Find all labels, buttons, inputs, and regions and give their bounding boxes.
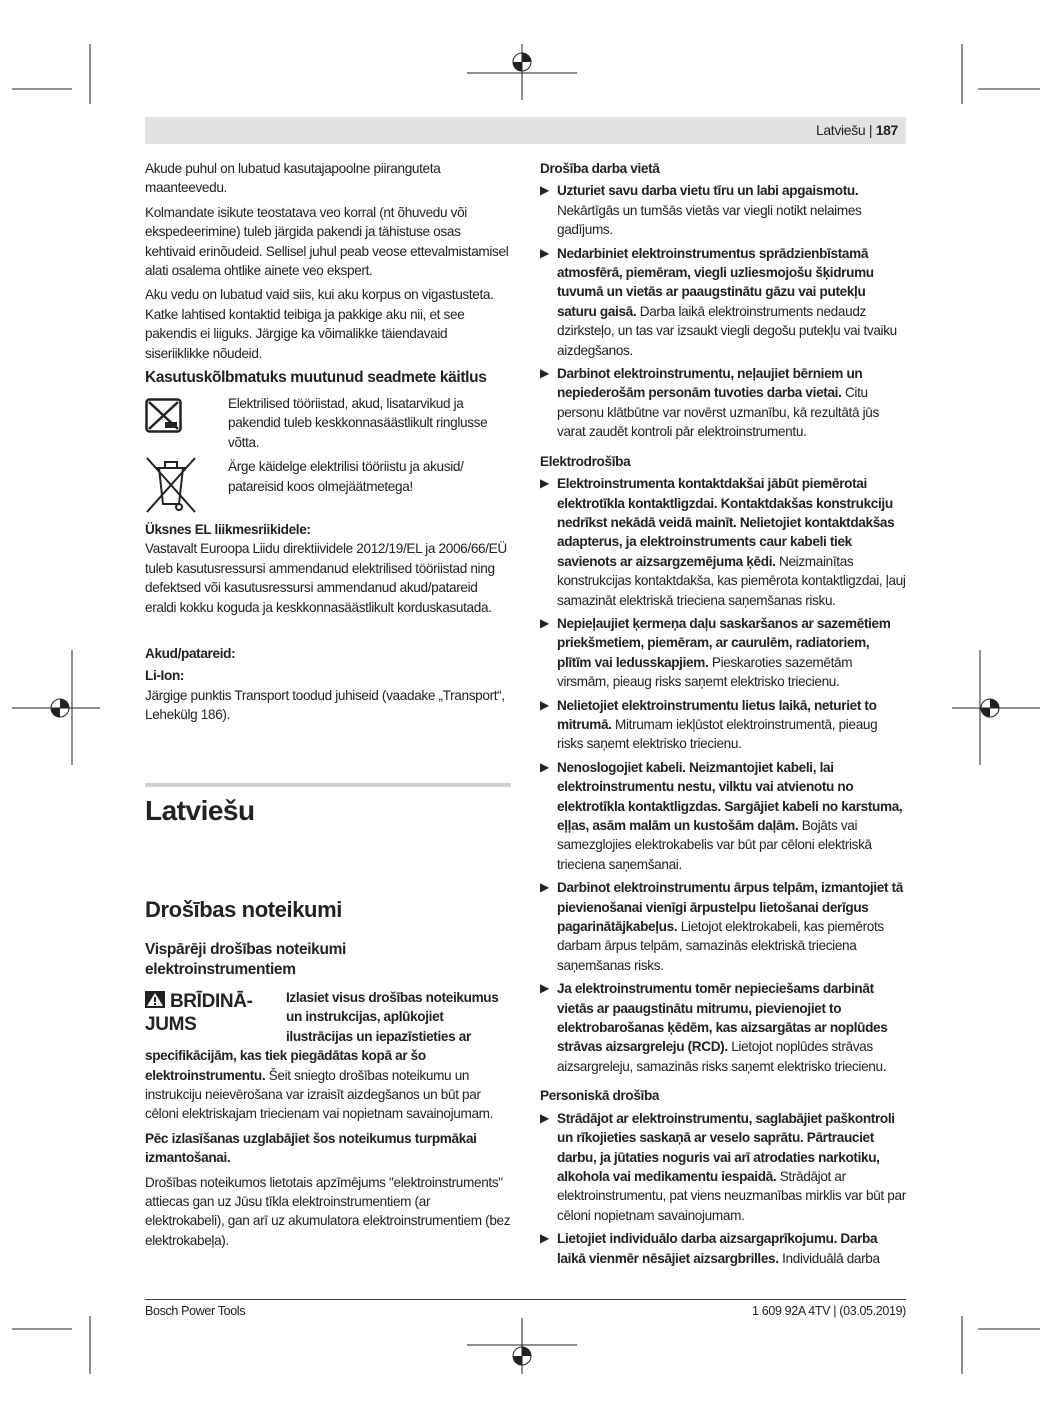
list-item bbox=[540, 878, 906, 975]
item-text: Citu personu klātbūtne var novērst uzmanību, kā rezultātā jūs varat zaudēt kontroli pār elektroinstrumentu. bbox=[557, 385, 879, 440]
disposal-heading: Kasutuskõlbmatuks muutunud seadmete käitlus bbox=[145, 369, 487, 386]
paragraph: Drošības noteikumos lietotais apzīmējums "elektroinstruments" attiecas gan uz Jūsu tīkla elektroinstrumentiem (ar elektrokabeli), gan arī uz akumulatora elektroinstrumentiem (bez elektrokabeļa). bbox=[145, 1174, 511, 1248]
bullet-triangle-icon: ▶ bbox=[540, 615, 549, 630]
header-separator: | bbox=[868, 122, 873, 138]
section-divider bbox=[145, 783, 511, 787]
list-item bbox=[540, 979, 906, 1076]
bullet-triangle-icon: ▶ bbox=[540, 981, 549, 996]
item-bold: Nelietojiet elektroinstrumentu lietus laikā, neturiet to mitrumā. bbox=[557, 697, 877, 732]
item-text: Pieskaroties sazemētām virsmām, pieaug risks saņemt elektrisko triecienu. bbox=[557, 654, 853, 690]
disposal-text bbox=[228, 394, 511, 501]
right-column bbox=[540, 159, 906, 1272]
item-bold: Nepieļaujiet ķermeņa daļu saskaršanos ar sazemētiem priekšmetiem, piemēram, ar caurulēm, radiatoriem, plītīm vai ledusskapjiem. bbox=[557, 615, 891, 670]
item-text: Nekārtīgās un tumšās vietās var viegli notikt nelaimes gadījums. bbox=[557, 202, 862, 238]
bullet-triangle-icon: ▶ bbox=[540, 476, 549, 491]
bullet-triangle-icon: ▶ bbox=[540, 1231, 549, 1246]
list-item bbox=[540, 614, 906, 692]
page-footer bbox=[145, 1299, 906, 1321]
item-bold: Elektroinstrumenta kontaktdakšai jābūt piemērotai elektrotīkla kontaktligzdai. Kontaktdakšas konstrukciju nedrīkst nekādā veidā mainīt. Nelietojiet kontaktdakšas adapterus, ja elektroinstruments caur kabeli tiek savienots ar aizsargzemējuma ķēdi. bbox=[557, 476, 895, 569]
paragraph: Vastavalt Euroopa Liidu direktiividele 2012/19/EL ja 2006/66/EÜ tuleb kasutusressursi ammendanud elektrilised tööriistad ning defektsed või kasutusressursi ammendanud akud/patareid eraldi kokku koguda ja keskkonnasäästlikult korduskasutada. bbox=[145, 541, 507, 615]
crossed-bin-icon bbox=[145, 456, 197, 514]
bullet-triangle-icon: ▶ bbox=[540, 183, 549, 198]
item-bold: Strādājot ar elektroinstrumentu, saglabājiet paškontroli un rīkojieties saskaņā ar veselo saprātu. Pārtrauciet darbu, ja jūtaties noguris vai arī atrodaties narkotiku, alkohola vai medikamentu iespaidā. bbox=[557, 1110, 895, 1184]
bullet-triangle-icon: ▶ bbox=[540, 759, 549, 774]
bullet-triangle-icon: ▶ bbox=[540, 697, 549, 712]
list-item bbox=[540, 474, 906, 610]
battery-recycle-icon bbox=[145, 398, 183, 434]
general-heading: Vispārēji drošības noteikumi elektroinstrumentiem bbox=[145, 941, 346, 978]
running-header bbox=[816, 121, 898, 140]
list-item bbox=[540, 364, 906, 442]
list-item bbox=[540, 181, 906, 239]
list-item bbox=[540, 758, 906, 874]
header-section: Latviešu bbox=[815, 122, 866, 138]
item-bold: Darbinot elektroinstrumentu, neļaujiet bērniem un nepiederošām personām tuvoties darba vietai. bbox=[557, 366, 863, 401]
bullet-triangle-icon: ▶ bbox=[540, 1110, 549, 1125]
battery-heading: Akud/patareid: bbox=[145, 646, 236, 661]
bullet-triangle-icon: ▶ bbox=[540, 880, 549, 895]
warning-text bbox=[145, 988, 511, 1255]
eu-heading: Üksnes EL liikmesriikidele: bbox=[145, 522, 311, 537]
section-electrical bbox=[540, 452, 906, 1077]
list-item bbox=[540, 696, 906, 754]
battery-section bbox=[145, 644, 511, 730]
item-bold: Nedarbiniet elektroinstrumentus sprādzienbīstamā atmosfērā, piemēram, viegli uzliesmojošu šķidrumu tuvumā un vietās ar paaugstinātu gāzu vai putekļu saturu gaisā. bbox=[557, 245, 874, 319]
section-heading: Drošība darba vietā bbox=[540, 161, 660, 176]
item-text: Lietojot noplūdes strāvas aizsargreleju, samazinās risks saņemt elektrisko triecienu. bbox=[557, 1039, 887, 1074]
section-work-area bbox=[540, 159, 906, 442]
item-text: Mitrumam iekļūstot elektroinstrumentā, pieaug risks saņemt elektrisko triecienu. bbox=[557, 716, 878, 752]
item-text: Lietojot elektrokabeli, kas piemērots darbam ārpus telpām, samazinās elektriskā trieciena saņemšanas risks. bbox=[557, 919, 884, 973]
paragraph: Aku vedu on lubatud vaid siis, kui aku korpus on vigastusteta. Katke lahtised kontaktid teibiga ja pakkige aku nii, et see pakendis ei liiguks. Järgige ka võimalikke täiendavaid siseriiklikke nõudeid. bbox=[145, 287, 494, 361]
warning-bold: Izlasiet visus drošības noteikumus un instrukcijas, aplūkojiet ilustrācijas un iepazīstieties ar specifikācijām, kas tiek piegādātas kopā ar šo elektroinstrumentu. bbox=[145, 990, 499, 1083]
footer-brand: Bosch Power Tools bbox=[145, 1304, 246, 1318]
language-title: Latviešu bbox=[145, 795, 255, 826]
footer-doc-id: 1 609 92A 4TV | (03.05.2019) bbox=[752, 1304, 906, 1318]
item-bold: Darbinot elektroinstrumentu ārpus telpām, izmantojiet tā pievienošanai vienīgi ārpustelpu lietošanai derīgus pagarinātājkabeļus. bbox=[557, 880, 903, 935]
paragraph: Elektrilised tööriistad, akud, lisatarvikud ja pakendid tuleb keskkonnasäästlikult ringlusse võtta. bbox=[228, 396, 488, 450]
keep-instructions: Pēc izlasīšanas uzglabājiet šos noteikumus turpmākai izmantošanai. bbox=[145, 1130, 477, 1166]
item-bold: Uzturiet savu darba vietu tīru un labi apgaismotu. bbox=[557, 183, 859, 199]
item-bold: Ja elektroinstrumentu tomēr nepieciešams darbināt vietās ar paaugstinātu mitrumu, pievienojiet to elektrobarošanas ķēdēm, kas aizsargātas ar noplūdes strāvas aizsargreleju (RCD). bbox=[557, 981, 888, 1055]
liion-heading: Li-Ion: bbox=[145, 668, 185, 684]
paragraph: Järgige punktis Transport toodud juhiseid (vaadake „Transport“, Lehekülg 186). bbox=[145, 687, 505, 723]
section-personal bbox=[540, 1086, 906, 1268]
paragraph: Akude puhul on lubatud kasutajapoolne piiranguteta maanteevedu. bbox=[145, 161, 441, 196]
page-number: 187 bbox=[875, 122, 898, 138]
list-item bbox=[540, 1109, 906, 1225]
bullet-triangle-icon: ▶ bbox=[540, 245, 549, 260]
section-heading: Personiskā drošība bbox=[540, 1088, 660, 1104]
item-text: Individuālā darba bbox=[778, 1250, 880, 1266]
eu-section bbox=[145, 520, 511, 622]
item-bold: Lietojiet individuālo darba aizsargaprīkojumu. Darba laikā vienmēr nēsājiet aizsargbrilles. bbox=[557, 1231, 878, 1266]
warning-label-text: BRĪDINĀ-JUMS bbox=[145, 991, 253, 1035]
list-item bbox=[540, 244, 906, 360]
list-item bbox=[540, 1229, 906, 1268]
paragraph: Ärge käidelge elektrilisi tööriistu ja akusid/ patareisid koos olmejäätmetega! bbox=[228, 459, 464, 494]
item-bold: Nenoslogojiet kabeli. Neizmantojiet kabeli, lai elektroinstrumentu nestu, vilktu vai atvienotu no elektrotīkla kontaktligzdas. Sargājiet kabeli no karstuma, eļļas, asām malām un kustošām daļām. bbox=[557, 759, 903, 833]
item-text: Bojāts vai samezglojies elektrokabelis var būt par cēloni elektriskā trieciena saņemšanai. bbox=[557, 818, 872, 872]
bullet-triangle-icon: ▶ bbox=[540, 366, 549, 381]
paragraph: Kolmandate isikute teostatava veo korral (nt õhuvedu või ekspedeerimine) tuleb järgida pakendi ja tähistuse osas kehtivaid erinõudeid. Sellisel juhul peab veose ettevalmistamisel alati osalema ohtlike ainete veo ekspert. bbox=[145, 204, 509, 279]
safety-title: Drošības noteikumi bbox=[145, 897, 342, 922]
warning-body: Šeit sniegto drošības noteikumu un instrukciju neievērošana var izraisīt aizdegšanos un būt par cēloni elektriskajam triecienam vai nopietnam savainojumam. bbox=[145, 1067, 494, 1122]
transport-text bbox=[145, 159, 511, 368]
section-heading: Elektrodrošība bbox=[540, 453, 631, 469]
item-text: Darba laikā elektroinstruments nedaudz dzirksteļo, un tas var izsaukt viegli degošu putekļu vai tvaiku aizdegšanos. bbox=[557, 303, 897, 358]
page-header bbox=[145, 117, 906, 144]
item-text: Strādājot ar elektroinstrumentu, pat viens neuzmanības mirklis var būt par cēloni nopietnam savainojumam. bbox=[557, 1168, 906, 1223]
item-text: Neizmainītas konstrukcijas kontaktdakša, kas piemērota kontaktligzdai, ļauj samazināt elektriskā trieciena saņemšanas risku. bbox=[557, 553, 906, 608]
